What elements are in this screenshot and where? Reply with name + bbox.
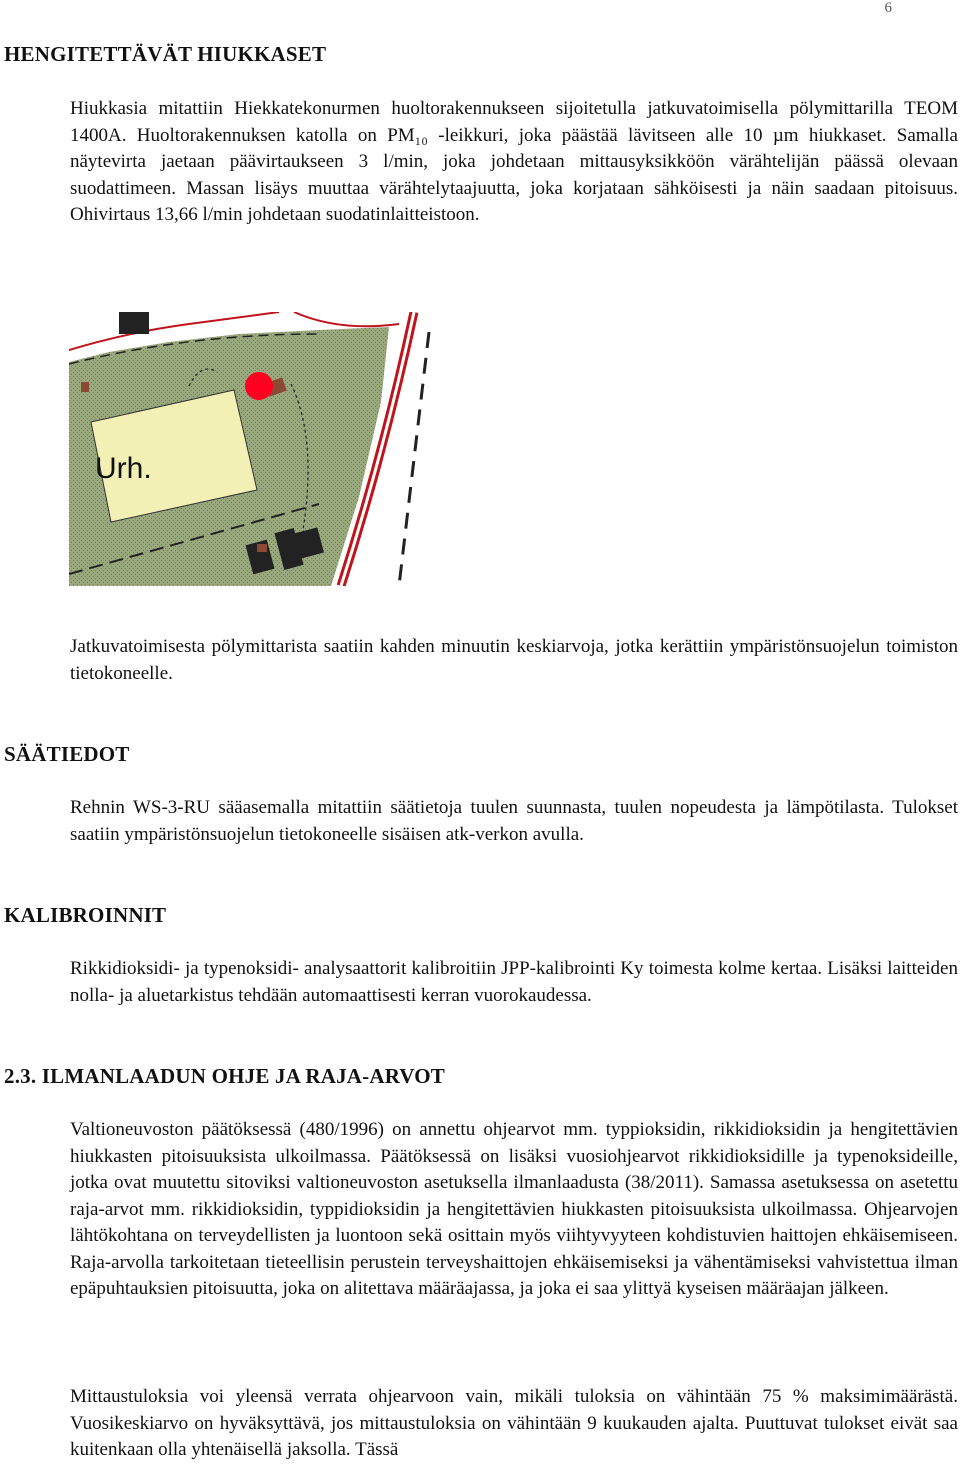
building (81, 382, 89, 392)
heading-weather: SÄÄTIEDOT (4, 742, 130, 766)
particles-paragraph-2: Jatkuvatoimisesta pölymittarista saatiin kahden minuutin keskiarvoja, jotka kerättiin ympäristönsuojelun toimiston tietokoneelle. (70, 636, 958, 684)
heading-calibration: KALIBROINNIT (4, 903, 167, 927)
weather-paragraph: Rehnin WS-3-RU sääasemalla mitattiin säätietoja tuulen suunnasta, tuulen nopeudesta ja lämpötilasta. Tulokset saatiin ympäristönsuojelun tietokoneelle sisäisen atk-verkon avulla. (70, 797, 958, 845)
guidelines-paragraph-1: Valtioneuvoston päätöksessä (480/1996) on annettu ohjearvot mm. typpioksidin, rikkidioksidin ja hengitettävien hiukkasten pitoisuuksista ulkoilmassa. Päätöksessä on lisäksi vuosiohjearvot rikkidioksidille ja typenoksideille, jotka ovat muutettu sitoviksi valtioneuvoston asetuksella ilmanlaadusta (38/2011). Samassa asetuksessa on asetettu raja-arvot mm. rikkidioksidin, typpidioksidin ja hengitettävien hiukkasten pitoisuuksista ulkoilmassa. Ohjearvojen lähtökohtana on terveydellisten ja luontoon sekä osittain myös viihtyvyyteen kohdistuvien haittojen ehkäisemiseen. Raja-arvolla tarkoitetaan tieteellisin perustein terveyshaittojen ehkäisemiseksi ja vähentämiseksi vahvistettua ilman epäpuhtauksien pitoisuutta, joka on alitettava määräajassa, ja joka ei saa ylittyä kyseisen määräajan jälkeen. (70, 1119, 958, 1299)
heading-particles: HENGITETTÄVÄT HIUKKASET (4, 42, 327, 66)
measurement-site-marker (245, 372, 273, 400)
particles-paragraph-1: Hiukkasia mitattiin Hiekkatekonurmen huoltorakennukseen sijoitetulla jatkuvatoimisella pölymittarilla TEOM 1400A. Huoltorakennuksen katolla on PM₁₀ -leikkuri, joka päästää lävitseen alle 10 µm hiukkaset. Samalla näytevirta jaetaan päävirtaukseen 3 l/min, joka johdetaan mittausyksikköön värähtelijän päässä olevaan suodattimeen. Massan lisäys muuttaa värähtelytaajuutta, joka korjataan sähköisesti ja näin saadaan pitoisuus. Ohivirtaus 13,66 l/min johdetaan suodatinlaitteistoon. (70, 98, 958, 225)
map-label: Urh. (95, 452, 152, 485)
site-map (69, 312, 437, 586)
calibration-paragraph: Rikkidioksidi- ja typenoksidi- analysaattorit kalibroitiin JPP-kalibrointi Ky toimesta kolme kertaa. Lisäksi laitteiden nolla- ja aluetarkistus tehdään automaattisesti kerran vuorokaudessa. (70, 958, 958, 1006)
page-number: 6 (884, 0, 892, 16)
guidelines-paragraph-2: Mittaustuloksia voi yleensä verrata ohjearvoon vain, mikäli tuloksia on vähintään 75 % maksimimäärästä. Vuosikeskiarvo on hyväksyttävä, jos mittaustuloksia on vähintään 9 kuukauden ajalta. Puuttuvat tulokset eivät saa kuitenkaan olla yhtenäisellä jaksolla. Tässä (70, 1386, 958, 1460)
heading-guidelines: 2.3. ILMANLAADUN OHJE JA RAJA-ARVOT (4, 1064, 446, 1088)
building (119, 312, 149, 334)
building (257, 544, 267, 552)
site-map-drawing (69, 312, 437, 586)
